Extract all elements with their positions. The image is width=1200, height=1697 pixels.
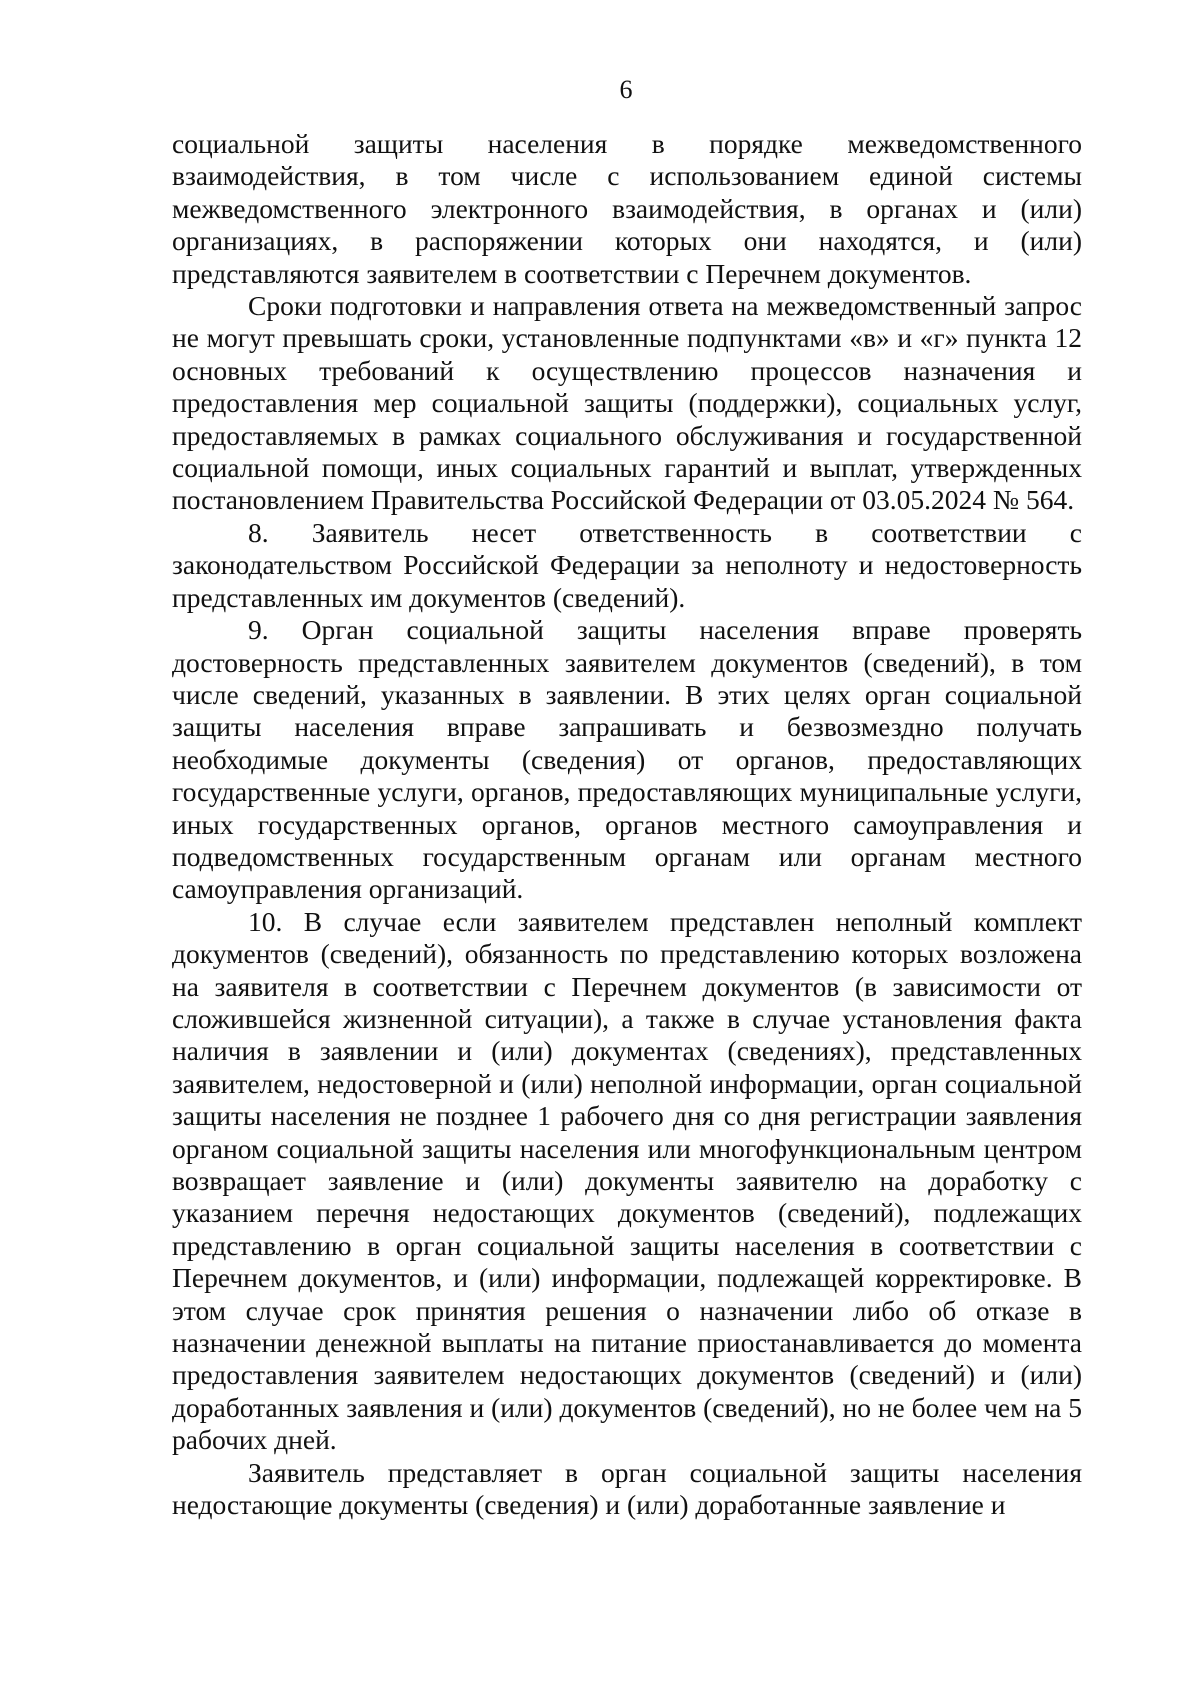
paragraph-item-9: 9. Орган социальной защиты населения вправе проверять достоверность представленных заявителем документов (сведений), в том числе сведений, указанных в заявлении. В этих целях орган социальной защиты населения вправе запрашивать и безвозмездно получать необходимые документы (сведения) от органов, предоставляющих государственные услуги, органов, предоставляющих муниципальные услуги, иных государственных органов, органов местного самоуправления и подведомственных государственным органам или органам местного самоуправления организаций. — [172, 614, 1082, 905]
document-body — [172, 128, 1082, 1521]
paragraph-deadlines: Сроки подготовки и направления ответа на межведомственный запрос не могут превышать сроки, установленные подпунктами «в» и «г» пункта 12 основных требований к осуществлению процессов назначения и предоставления мер социальной защиты (поддержки), социальных услуг, предоставляемых в рамках социального обслуживания и государственной социальной помощи, иных социальных гарантий и выплат, утвержденных постановлением Правительства Российской Федерации от 03.05.2024 № 564. — [172, 290, 1082, 516]
paragraph-item-10: 10. В случае если заявителем представлен неполный комплект документов (сведений), обязанность по представлению которых возложена на заявителя в соответствии с Перечнем документов (в зависимости от сложившейся жизненной ситуации), а также в случае установления факта наличия в заявлении и (или) документах (сведениях), представленных заявителем, недостоверной и (или) неполной информации, орган социальной защиты населения не позднее 1 рабочего дня со дня регистрации заявления органом социальной защиты населения или многофункциональным центром возвращает заявление и (или) документы заявителю на доработку с указанием перечня недостающих документов (сведений), подлежащих представлению в орган социальной защиты населения в соответствии с Перечнем документов, и (или) информации, подлежащей корректировке. В этом случае срок принятия решения о назначении либо об отказе в назначении денежной выплаты на питание приостанавливается до момента предоставления заявителем недостающих документов (сведений) и (или) доработанных заявления и (или) документов (сведений), но не более чем на 5 рабочих дней. — [172, 905, 1082, 1456]
page-number: 6 — [619, 75, 633, 104]
paragraph-item-8: 8. Заявитель несет ответственность в соответствии с законодательством Российской Федерации за неполноту и недостоверность представленных им документов (сведений). — [172, 516, 1082, 613]
paragraph-continuation: социальной защиты населения в порядке межведомственного взаимодействия, в том числе с использованием единой системы межведомственного электронного взаимодействия, в органах и (или) организациях, в распоряжении которых они находятся, и (или) представляются заявителем в соответствии с Перечнем документов. — [172, 128, 1082, 289]
paragraph-applicant-submits: Заявитель представляет в орган социальной защиты населения недостающие документы (сведения) и (или) доработанные заявление и — [172, 1456, 1082, 1521]
